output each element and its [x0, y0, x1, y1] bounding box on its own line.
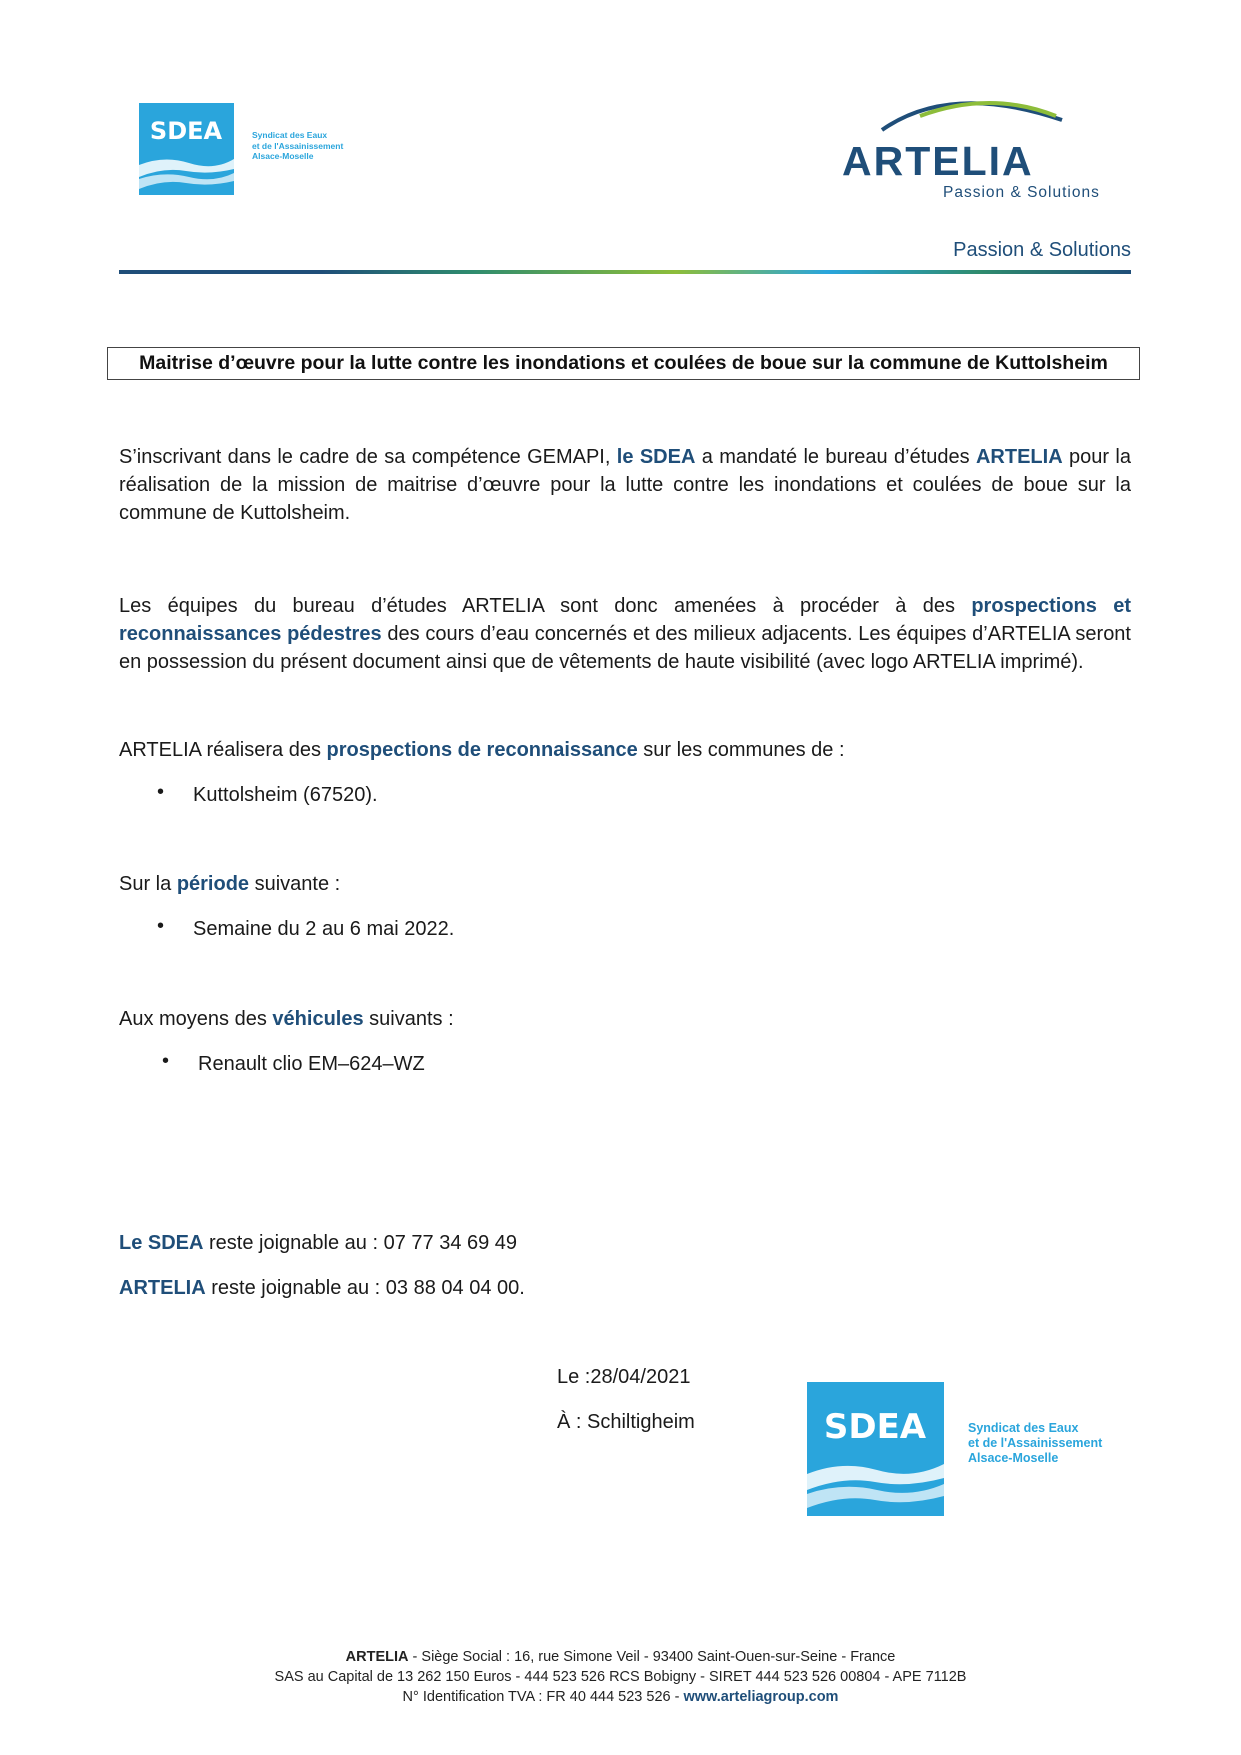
paragraph-teams: Les équipes du bureau d’études ARTELIA sont donc amenées à procéder à des prospections et reconnaissances pédestres des cours d’eau concernés et des milieux adjacents. Les équipes d’ARTELIA seront en possession du présent document ainsi que de vêtements de haute visibilité (avec logo ARTELIA imprimé). — [119, 595, 1131, 673]
date-line: Le :28/04/2021 — [557, 1366, 691, 1388]
sdea-logo — [139, 103, 234, 195]
sdea-logo-word: SDEA — [149, 117, 223, 145]
period-item: Semaine du 2 au 6 mai 2022. — [193, 918, 455, 940]
bullet-icon: • — [162, 1050, 170, 1072]
footer-line-3: N° Identification TVA : FR 40 444 523 526 - www.arteliagroup.com — [402, 1689, 839, 1705]
document-title: Maitrise d’œuvre pour la lutte contre les inondations et coulées de boue sur la commune de Kuttolsheim — [107, 347, 1140, 380]
list-item — [162, 1050, 169, 1073]
contact-sdea: Le SDEA reste joignable au : 07 77 34 69 49 — [119, 1232, 518, 1254]
header-tagline: Passion & Solutions — [953, 239, 1131, 261]
contact-artelia: ARTELIA reste joignable au : 03 88 04 04 00. — [119, 1277, 525, 1299]
sdea-stamp-logo — [807, 1382, 944, 1516]
bullet-icon: • — [157, 915, 165, 937]
footer-line-2: SAS au Capital de 13 262 150 Euros - 444 523 526 RCS Bobigny - SIRET 444 523 526 00804 - APE 7112B — [274, 1669, 967, 1685]
bullet-icon: • — [157, 781, 165, 803]
commune-item: Kuttolsheim (67520). — [193, 784, 378, 806]
paragraph-period: Sur la période suivante : — [119, 873, 341, 895]
artelia-logo-word: ARTELIA — [842, 138, 1034, 184]
header-divider — [119, 270, 1131, 274]
list-item — [157, 915, 164, 938]
vehicle-item: Renault clio EM–624–WZ — [198, 1053, 425, 1075]
paragraph-mandate: S’inscrivant dans le cadre de sa compétence GEMAPI, le SDEA a mandaté le bureau d’études ARTELIA pour la réalisation de la mission de maitrise d’œuvre pour la lutte contre les inondations et coulées de boue sur la commune de Kuttolsheim. — [119, 446, 1131, 524]
list-item — [157, 781, 164, 804]
paragraph-vehicles: Aux moyens des véhicules suivants : — [119, 1008, 454, 1030]
sdea-logo-caption: Syndicat des Eaux et de l'Assainissement Alsace-Moselle — [252, 130, 344, 161]
place-line: À : Schiltigheim — [557, 1411, 695, 1433]
artelia-logo-tagline: Passion & Solutions — [943, 184, 1100, 201]
footer-line-1: ARTELIA - Siège Social : 16, rue Simone Veil - 93400 Saint-Ouen-sur-Seine - France — [345, 1649, 896, 1665]
paragraph-communes: ARTELIA réalisera des prospections de reconnaissance sur les communes de : — [119, 739, 845, 761]
sdea-stamp-word: SDEA — [823, 1407, 927, 1447]
artelia-logo-swoosh-icon — [880, 90, 1064, 135]
sdea-stamp-caption: Syndicat des Eaux et de l'Assainissement Alsace-Moselle — [968, 1421, 1103, 1465]
website-link[interactable]: www.arteliagroup.com — [683, 1689, 839, 1705]
